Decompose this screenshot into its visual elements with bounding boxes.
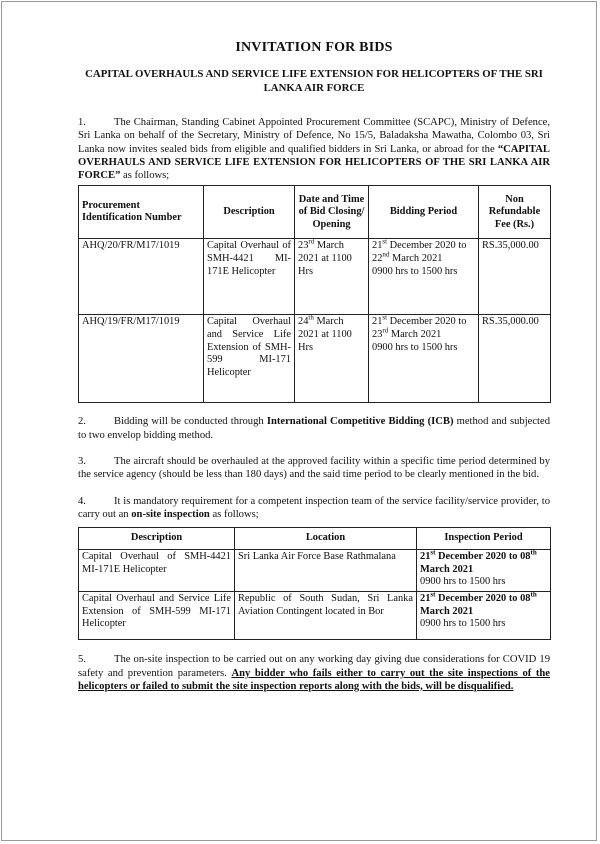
page-title: INVITATION FOR BIDS	[235, 40, 393, 55]
inspection-description: Capital Overhaul of SMH-4421 MI-171E Helicopter	[79, 550, 235, 592]
paragraph-2	[78, 415, 550, 442]
paragraph-4	[78, 495, 550, 522]
paragraph-text: The Chairman, Standing Cabinet Appointed Procurement Committee (SCAPC), Ministry of Defence, Sri Lanka on behalf of the Secretary, Ministry of Defence, No 15/5, Baladaksha Mawatha, Colombo 03, Sri Lanka now invites sealed bids from eligible and qualified bidders in Sri Lanka, or abroad for the	[78, 117, 550, 155]
column-header: Location	[235, 528, 417, 550]
paragraph-bold-text: International Competitive Bidding (ICB)	[266, 416, 454, 428]
document-content	[78, 40, 550, 693]
paragraph-text: The on-site inspection to be carried out on any working day giving due considerations for COVID 19 safety and prevention parameters.	[78, 654, 550, 679]
paragraph-number: 4.	[78, 495, 86, 507]
paragraph-tail: method and subjected to two envelop bidding method.	[78, 416, 550, 441]
procurement-id: AHQ/20/FR/M17/1019	[79, 239, 204, 315]
paragraph-tail: as follows;	[209, 508, 259, 520]
inspection-location: Sri Lanka Air Force Base Rathmalana	[235, 550, 417, 592]
inspection-location: Republic of South Sudan, Sri Lanka Aviation Contingent located in Bor	[235, 592, 417, 640]
paragraph-number: 5.	[78, 654, 86, 666]
bidding-period: 21st December 2020 to 23rd March 2021 0900 hrs to 1500 hrs	[369, 315, 479, 403]
procurement-table	[78, 185, 551, 403]
column-header: Description	[79, 528, 235, 550]
inspection-period: 21st December 2020 to 08th March 2021 0900 hrs to 1500 hrs	[417, 592, 551, 640]
paragraph-5	[78, 653, 550, 693]
paragraph-text: Bidding will be conducted through	[114, 416, 267, 428]
paragraph-number: 1.	[78, 117, 86, 128]
column-header: Date and Time of Bid Closing/ Opening	[295, 186, 369, 239]
procurement-id: AHQ/19/FR/M17/1019	[79, 315, 204, 403]
paragraph-number: 2.	[78, 416, 86, 428]
procurement-description: Capital Overhaul and Service Life Extension of SMH-599 MI-171 Helicopter	[204, 315, 295, 403]
paragraph-number: 3.	[78, 456, 86, 468]
table-row	[79, 315, 551, 403]
table-row	[79, 239, 551, 315]
fee: RS.35,000.00	[479, 239, 551, 315]
paragraph-tail: as follows;	[120, 170, 170, 182]
page-subtitle: CAPITAL OVERHAULS AND SERVICE LIFE EXTENSION FOR HELICOPTERS OF THE SRI LANKA AIR FORCE	[85, 68, 543, 94]
bid-closing: 24th March 2021 at 1100 Hrs	[295, 315, 369, 403]
paragraph-text: It is mandatory requirement for a competent inspection team of the service facility/service provider, to carry out an	[78, 495, 550, 520]
column-header: Bidding Period	[369, 186, 479, 239]
paragraph-underlined-text: Any bidder who fails either to carry out the site inspections of the helicopters or failed to submit the site inspection reports along with the bids, will be disqualified.	[78, 667, 551, 692]
inspection-table	[78, 527, 551, 640]
inspection-period: 21st December 2020 to 08th March 2021 0900 hrs to 1500 hrs	[417, 550, 551, 592]
paragraph-1	[78, 116, 550, 182]
inspection-description: Capital Overhaul and Service Life Extension of SMH-599 MI-171 Helicopter	[79, 592, 235, 640]
paragraph-3	[78, 455, 550, 482]
fee: RS.35,000.00	[479, 315, 551, 403]
procurement-description: Capital Overhaul of SMH-4421 MI-171E Helicopter	[204, 239, 295, 315]
bid-closing: 23rd March 2021 at 1100 Hrs	[295, 239, 369, 315]
column-header: Description	[204, 186, 295, 239]
paragraph-text: The aircraft should be overhauled at the approved facility within a specific time period determined by the service agency (should be less than 180 days) and the said time period to be clearly mentioned in the bid.	[78, 456, 550, 481]
table-row	[79, 550, 551, 592]
bidding-period: 21st December 2020 to 22nd March 2021 0900 hrs to 1500 hrs	[369, 239, 479, 315]
column-header: Inspection Period	[417, 528, 551, 550]
table-header-row	[79, 186, 551, 239]
table-header-row	[79, 528, 551, 550]
column-header: Procurement Identification Number	[79, 186, 204, 239]
paragraph-bold-text: on-site inspection	[131, 508, 210, 520]
column-header: Non Refundable Fee (Rs.)	[479, 186, 551, 239]
table-row	[79, 592, 551, 640]
paragraph-bold-text: “CAPITAL OVERHAULS AND SERVICE LIFE EXTENSION FOR HELICOPTERS OF THE SRI LANKA AIR FORCE”	[78, 143, 550, 182]
